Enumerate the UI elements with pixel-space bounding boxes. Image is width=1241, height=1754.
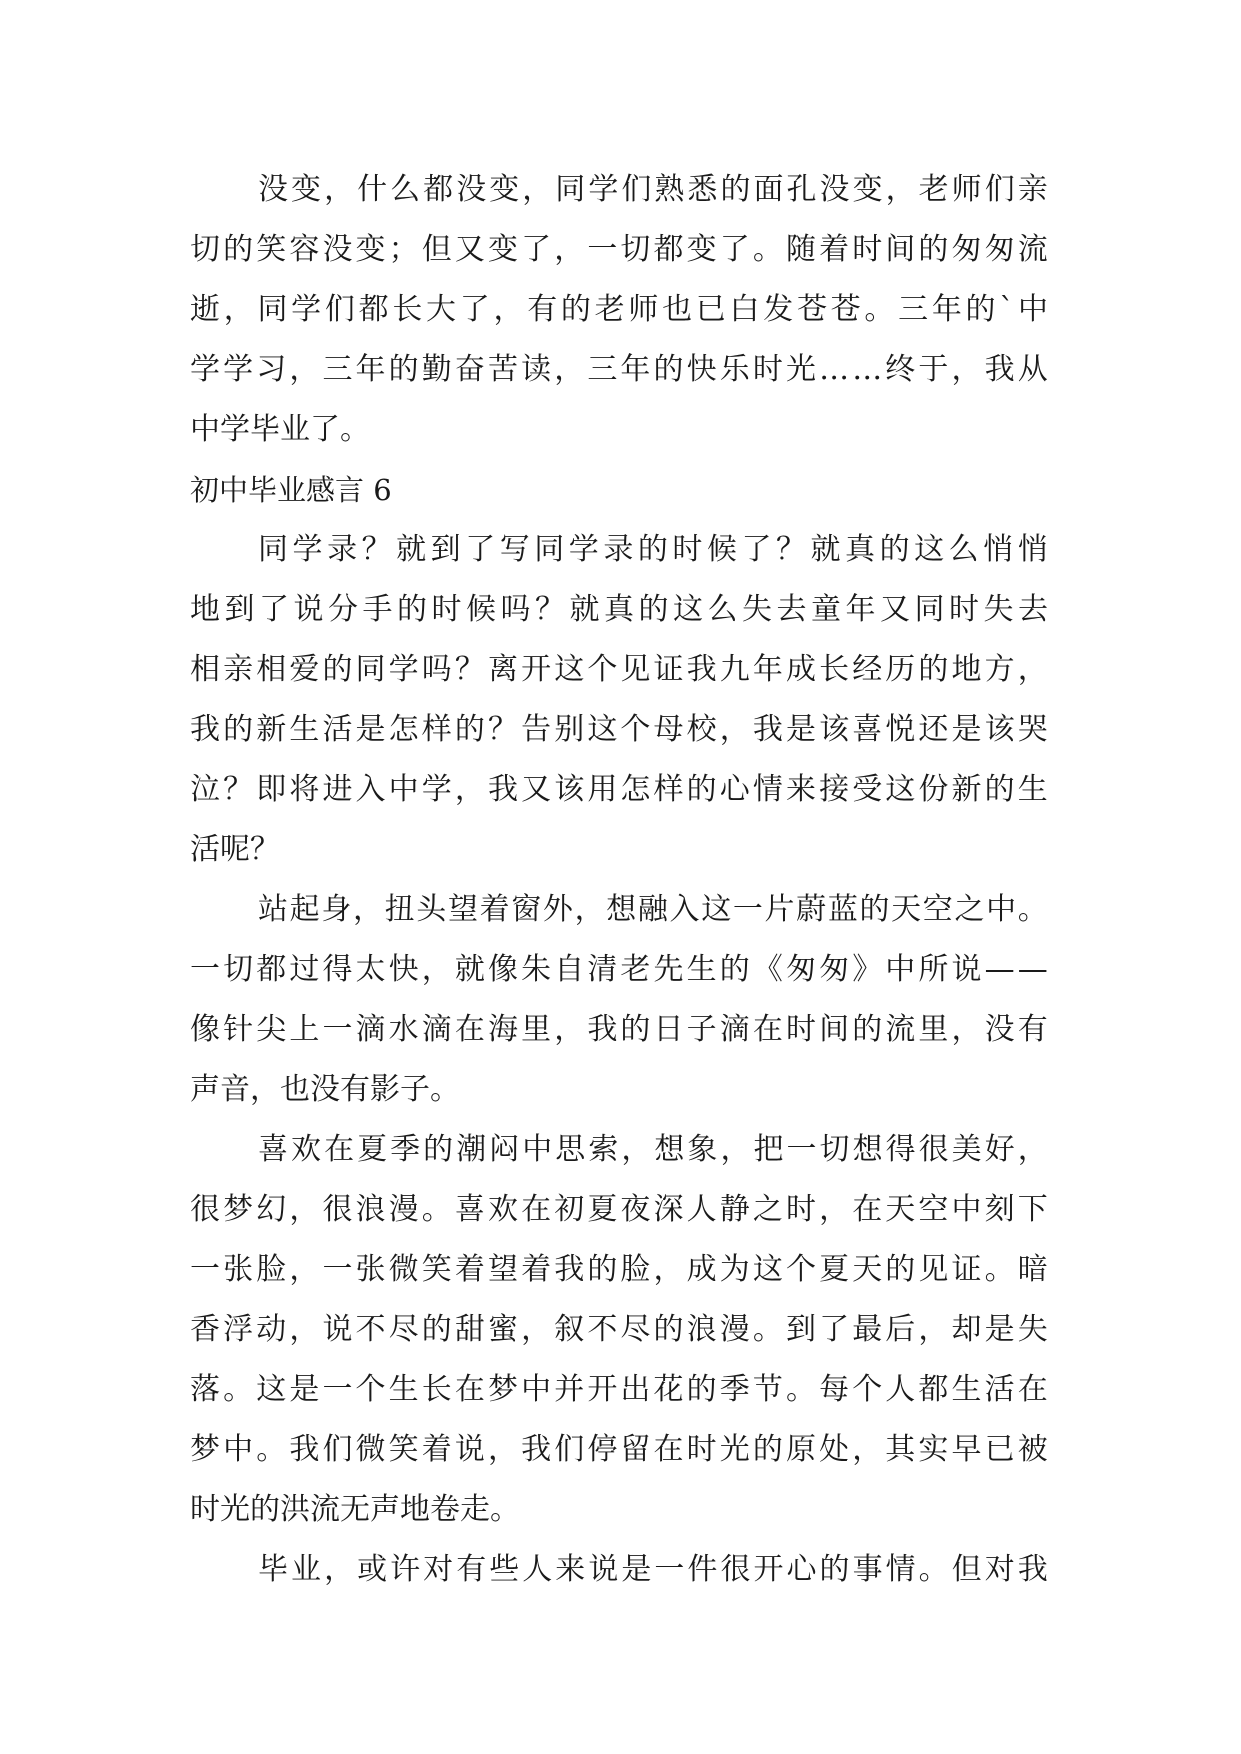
paragraph-line: 逝 ， 同 学 们 都 长 大 了 ， 有 的 老 师 也 已 白 发 苍 苍 。 三 年 的 ` 中 bbox=[190, 292, 1048, 327]
paragraph-line: 站 起 身 ， 扭 头 望 着 窗 外 ， 想 融 入 这 一 片 蔚 蓝 的 天 空 之 中 。 bbox=[258, 892, 1048, 927]
section-title: 初中毕业感言 6 bbox=[190, 473, 392, 507]
paragraph-line: 一 张 脸 ， 一 张 微 笑 着 望 着 我 的 脸 ， 成 为 这 个 夏 天 的 见 证 。 暗 bbox=[190, 1252, 1048, 1287]
paragraph-line: 声 音 ， 也 没 有 影 子 。 bbox=[190, 1072, 460, 1107]
paragraph-1 bbox=[190, 520, 1048, 880]
paragraph-line: 毕 业 ， 或 许 对 有 些 人 来 说 是 一 件 很 开 心 的 事 情 。 但 对 我 bbox=[258, 1552, 1048, 1587]
paragraph-line: 中 学 毕 业 了 。 bbox=[190, 412, 370, 447]
paragraph-2 bbox=[190, 880, 1048, 1120]
paragraph-line: 梦 中 。 我 们 微 笑 着 说 ， 我 们 停 留 在 时 光 的 原 处 ， 其 实 早 已 被 bbox=[190, 1432, 1048, 1467]
paragraph-line: 时 光 的 洪 流 无 声 地 卷 走 。 bbox=[190, 1492, 520, 1527]
paragraph-line: 一 切 都 过 得 太 快 ， 就 像 朱 自 清 老 先 生 的 《 匆 匆 》 中 所 说 — — bbox=[190, 952, 1048, 987]
paragraph-line: 喜 欢 在 夏 季 的 潮 闷 中 思 索 ， 想 象 ， 把 一 切 想 得 很 美 好 ， bbox=[258, 1132, 1048, 1167]
paragraph-line: 没 变 ， 什 么 都 没 变 ， 同 学 们 熟 悉 的 面 孔 没 变 ， 老 师 们 亲 bbox=[258, 172, 1048, 207]
paragraph-line: 像 针 尖 上 一 滴 水 滴 在 海 里 ， 我 的 日 子 滴 在 时 间 的 流 里 ， 没 有 bbox=[190, 1012, 1048, 1047]
paragraph-line: 同 学 录 ？ 就 到 了 写 同 学 录 的 时 候 了 ？ 就 真 的 这 么 悄 悄 bbox=[258, 532, 1048, 567]
paragraph-line: 我 的 新 生 活 是 怎 样 的 ？ 告 别 这 个 母 校 ， 我 是 该 喜 悦 还 是 该 哭 bbox=[190, 712, 1048, 747]
paragraph-line: 活 呢 ？ bbox=[190, 832, 280, 867]
paragraph-3 bbox=[190, 1120, 1048, 1540]
paragraph-line: 相 亲 相 爱 的 同 学 吗 ？ 离 开 这 个 见 证 我 九 年 成 长 经 历 的 地 方 ， bbox=[190, 652, 1048, 687]
intro-paragraph bbox=[190, 160, 1048, 460]
paragraph-line: 切 的 笑 容 没 变 ； 但 又 变 了 ， 一 切 都 变 了 。 随 着 时 间 的 匆 匆 流 bbox=[190, 232, 1048, 267]
paragraph-line: 很 梦 幻 ， 很 浪 漫 。 喜 欢 在 初 夏 夜 深 人 静 之 时 ， 在 天 空 中 刻 下 bbox=[190, 1192, 1048, 1227]
document-body bbox=[190, 160, 1048, 1600]
paragraph-line: 落 。 这 是 一 个 生 长 在 梦 中 并 开 出 花 的 季 节 。 每 个 人 都 生 活 在 bbox=[190, 1372, 1048, 1407]
paragraph-line: 地 到 了 说 分 手 的 时 候 吗 ？ 就 真 的 这 么 失 去 童 年 又 同 时 失 去 bbox=[190, 592, 1048, 627]
paragraph-line: 香 浮 动 ， 说 不 尽 的 甜 蜜 ， 叙 不 尽 的 浪 漫 。 到 了 最 后 ， 却 是 失 bbox=[190, 1312, 1048, 1347]
paragraph-line: 学 学 习 ， 三 年 的 勤 奋 苦 读 ， 三 年 的 快 乐 时 光 … … 终 于 ， 我 从 bbox=[190, 352, 1048, 387]
paragraph-4 bbox=[190, 1540, 1048, 1600]
paragraph-line: 泣 ？ 即 将 进 入 中 学 ， 我 又 该 用 怎 样 的 心 情 来 接 受 这 份 新 的 生 bbox=[190, 772, 1048, 807]
